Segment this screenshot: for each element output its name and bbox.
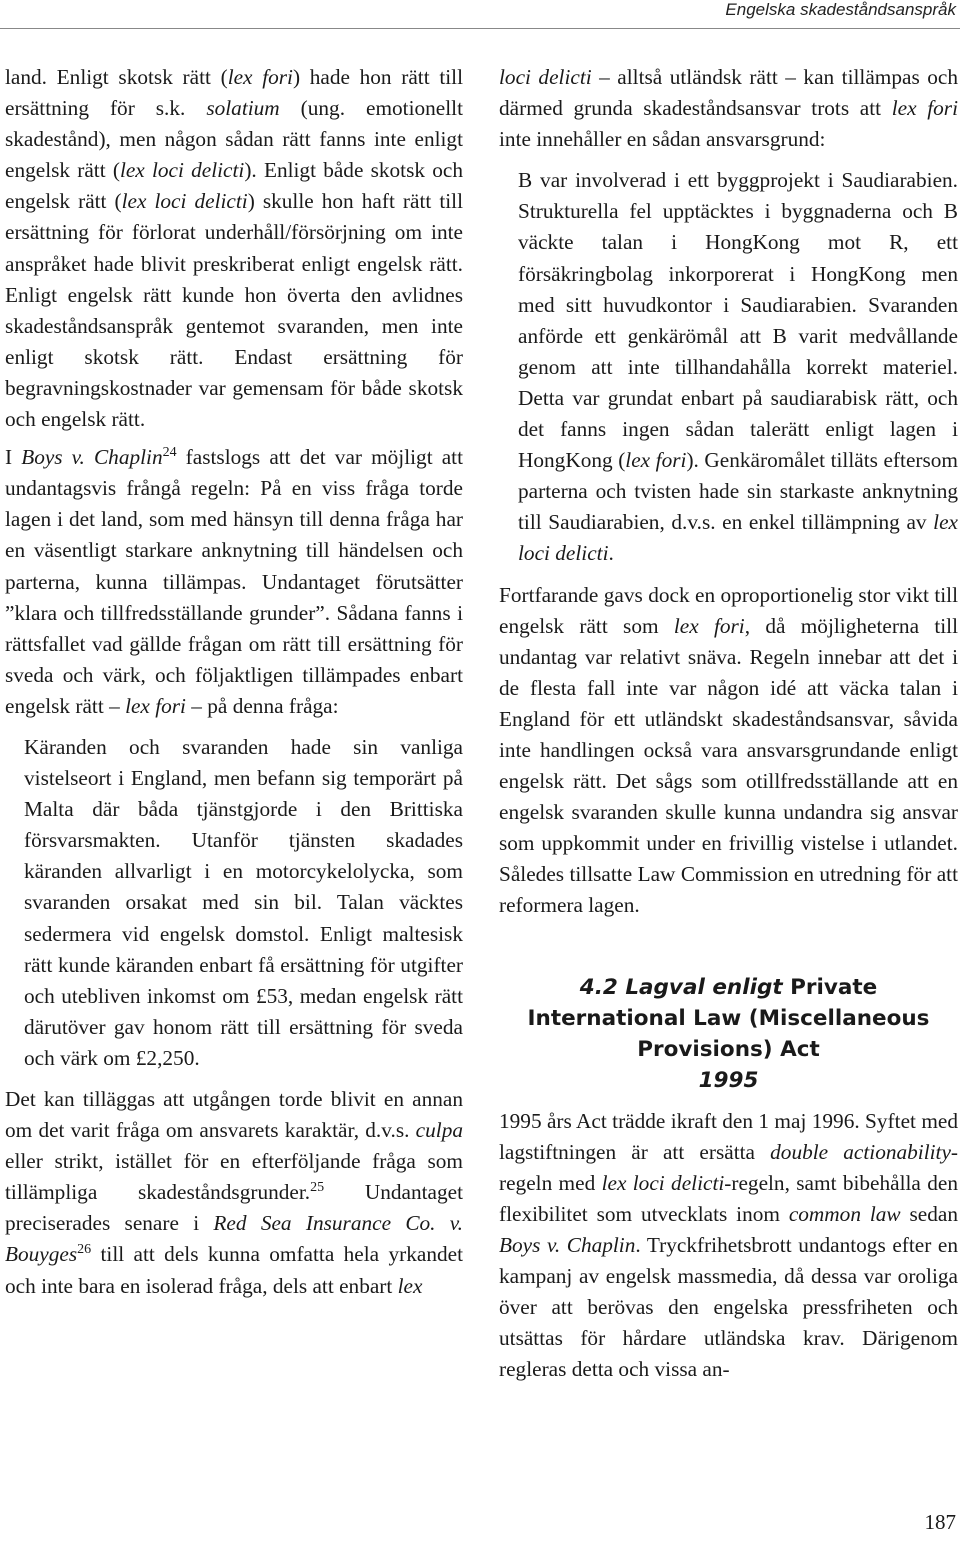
- paragraph-continuation: land. Enligt skotsk rätt (lex fori) hade hon rätt till ersättning för s.k. solatium (ung. emotionellt skadestånd), men någon sådan rätt fanns inte enligt engelsk rätt (lex loci delicti). Enligt både skotsk och engelsk rätt (lex loci delicti) skulle hon haft rätt till ersättning för förlorat underhåll/försörjning om inte anspråket hade blivit preskriberat enligt engelsk rätt. Enligt engelsk rätt kunde hon överta den avlidnes skadeståndsanspråk gentemot svaranden, men inte enligt skotsk rätt. Endast ersättning för begravningskostnader var gemensam för både skotsk och engelsk rätt.: [5, 65, 463, 432]
- paragraph-boys-v-chaplin: I Boys v. Chaplin$^{24}$ fastslogs att det var möjligt att undantagsvis frångå regeln: På en viss fråga torde lagen i det land, som med hänsyn till denna fråga har en väsentligt starkare anknytning till händelsen och parterna, kunna tillämpas. Undantaget förutsätter ”klara och tillfredsställande grunder”. Sådana fanns i rättsfallet vad gällde frågan om rätt till ersättning för sveda och värk, och följaktligen tillämpades enbart engelsk rätt – lex fori – på denna fråga:: [5, 445, 463, 718]
- paragraph-red-sea: Det kan tilläggas att utgången torde blivit en annan om det varit fråga om ansvarets karaktär, d.v.s. culpa eller strikt, istället för en efterföljande fråga som tillämpliga skadeståndsgrunder.$^{25}$ Undantaget preciserades senare i Red Sea Insurance Co. v. Bouyges$^{26}$ till att dels kunna omfatta hela yrkandet och inte bara en isolerad fråga, dels att enbart lex: [5, 1087, 463, 1298]
- case-quote-malta: Käranden och svaranden hade sin vanliga vistelseort i England, men befann sig temporärt på Malta där båda tjänstgjorde i den Brittiska försvarsmakten. Utanför tjänsten skadades käranden allvarligt i en motorcykelolycka, som svaranden orsakat med sin bil. Talan väcktes sedermera vid engelsk domstol. Enligt maltesisk rätt kunde käranden enbart få ersättning för utgifter och utebliven inkomst om £53, medan engelsk rätt därutöver gav honom rätt till ersättning för sveda och värk om £2,250.: [24, 734, 463, 1070]
- paragraph-law-commission: Fortfarande gavs dock en oproportionelig stor vikt till engelsk rätt som lex fori, då möjligheterna till undantag var relativt snäva. Regeln innebar att det i de flesta fall inte var någon idé att väcka talan i England för ett utländskt skadeståndsansvar, såvida inte handlingen också vara ansvarsgrundande enligt engelsk rätt. Det sågs som otillfredsställande att en engelsk svaranden skulle kunna undandra sig ansvar som uppkommit under en frivillig vistelse i utlandet. Således tillsatte Law Commission en utredning för att reformera lagen.: [499, 582, 958, 918]
- footnote-ref-24[interactable]: 24: [162, 445, 177, 461]
- section-heading: 4.2 Lagval enligt Private International Law (Miscellaneous Provisions) Act 1995: [527, 974, 930, 1093]
- footnote-ref-25[interactable]: 25: [310, 1180, 325, 1196]
- running-header: Engelska skadeståndsanspråk: [725, 0, 956, 19]
- case-quote-saudiarabia: B var involverad i ett byggprojekt i Saudiarabien. Strukturella fel upptäcktes i byggnaderna och B väckte talan i HongKong mot R, ett försäkringbolag inkorporerat i HongKong men med sitt huvudkontor i Saudiarabien. Svaranden anförde ett genkärömål att B varit medvållande genom att inte tillhandahålla korrekt materiel. Detta var grundat enbart på saudiarabisk rätt, och det fanns ingen sådan talerätt enligt lagen i HongKong (lex fori). Genkäromålet tilläts eftersom parterna och tvisten hade sin starkaste anknytning till Saudiarabien, d.v.s. en enkel tillämpning av lex loci delicti.: [518, 168, 958, 566]
- header-rule: [0, 28, 960, 29]
- paragraph-continuation-right: loci delicti – alltså utländsk rätt – kan tillämpas och därmed grunda skadeståndsansvar trots att lex fori inte innehåller en sådan ansvarsgrund:: [499, 65, 958, 152]
- page-number: 187: [924, 1510, 956, 1534]
- footnote-ref-26[interactable]: 26: [77, 1242, 92, 1258]
- left-column: [5, 62, 463, 1302]
- paragraph-1995-act: 1995 års Act trädde ikraft den 1 maj 1996. Syftet med lagstiftningen är att ersätta double actionability-regeln med lex loci delicti-regeln, samt bibehålla den flexibilitet som utvecklats inom common law sedan Boys v. Chaplin. Tryckfrihetsbrott undantogs efter en kampanj av engelsk massmedia, då dessa var oroliga över att berövas den engelska pressfriheten och utsättas för hårdare utländska krav. Därigenom regleras detta och vissa an-: [499, 1108, 959, 1382]
- right-column: [499, 62, 958, 1385]
